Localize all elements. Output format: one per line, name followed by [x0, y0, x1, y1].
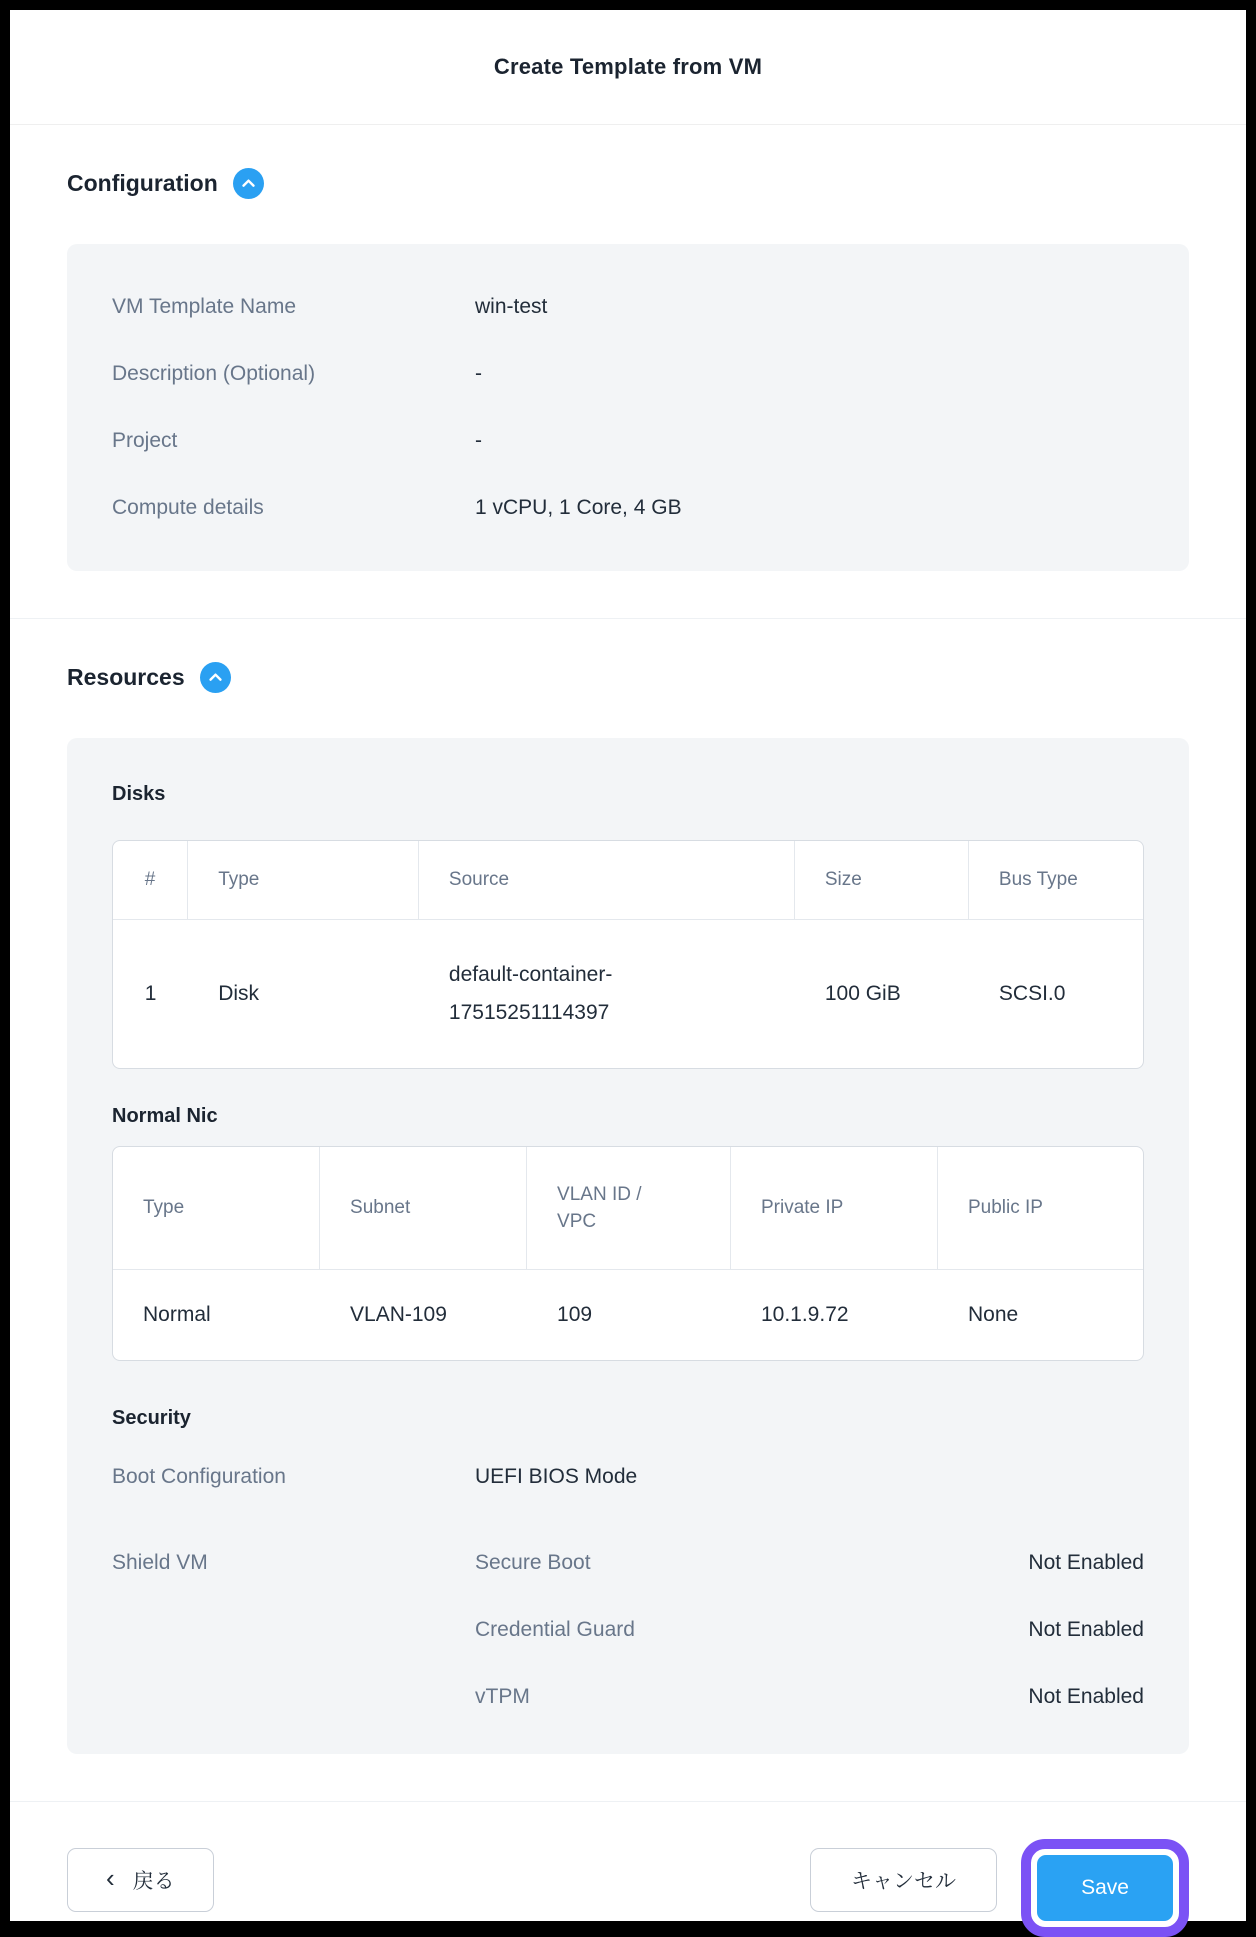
save-button[interactable]: Save — [1037, 1855, 1173, 1921]
resources-collapse-button[interactable] — [200, 662, 231, 693]
boot-configuration-label: Boot Configuration — [112, 1465, 286, 1488]
chevron-up-icon — [240, 175, 257, 192]
normal-nic-table — [112, 1146, 1144, 1361]
boot-configuration-value: UEFI BIOS Mode — [475, 1465, 638, 1488]
resources-heading: Resources — [67, 664, 185, 690]
vtpm-label: vTPM — [475, 1685, 530, 1708]
credential-guard-label: Credential Guard — [475, 1618, 635, 1641]
disks-table — [112, 840, 1144, 1069]
field-value: - — [475, 429, 482, 452]
disks-heading: Disks — [112, 783, 166, 805]
project-row — [112, 426, 1144, 456]
nic-table-header-row — [113, 1147, 1143, 1270]
disk-type-cell: Disk — [218, 982, 260, 1005]
disk-size-cell: 100 GiB — [824, 982, 901, 1005]
disks-table-row — [113, 920, 1143, 1068]
credential-guard-line — [475, 1615, 1144, 1645]
disk-source-cell — [419, 920, 795, 1068]
nic-table-row — [113, 1270, 1143, 1360]
create-template-dialog — [10, 10, 1246, 1921]
disk-index-cell: 1 — [144, 982, 157, 1005]
compute-details-row — [112, 493, 1144, 523]
column-header-public-ip: Public IP — [938, 1147, 1143, 1270]
disk-source-text: default-container-17515251114397 — [448, 963, 613, 1024]
field-label: VM Template Name — [112, 295, 297, 318]
field-value: win-test — [475, 295, 548, 318]
vm-template-name-row — [112, 292, 1144, 322]
column-header-source: Source — [419, 841, 795, 920]
footer-right-group — [810, 1839, 1189, 1921]
configuration-heading-row — [67, 168, 1189, 199]
back-button-label: 戻る — [132, 1870, 175, 1893]
shield-vm-items — [475, 1548, 1144, 1712]
cancel-button[interactable]: キャンセル — [810, 1848, 997, 1912]
nic-private-ip-cell: 10.1.9.72 — [760, 1303, 849, 1326]
field-label: Description (Optional) — [112, 362, 316, 385]
vtpm-line — [475, 1682, 1144, 1712]
security-heading: Security — [112, 1407, 191, 1429]
field-label: Project — [112, 429, 178, 452]
secure-boot-line — [475, 1548, 1144, 1578]
field-label: Compute details — [112, 496, 264, 519]
column-header-private-ip: Private IP — [731, 1147, 938, 1270]
nic-vlan-id-cell: 109 — [557, 1303, 593, 1326]
column-header-vlan-id-vpc: VLAN ID / VPC — [527, 1147, 731, 1270]
resources-panel — [67, 738, 1189, 1754]
configuration-panel — [67, 244, 1189, 571]
disks-table-header-row — [113, 841, 1143, 920]
chevron-left-icon: ‹ — [106, 1863, 115, 1893]
secure-boot-label: Secure Boot — [475, 1551, 591, 1574]
boot-configuration-row — [112, 1462, 1144, 1492]
nic-public-ip-cell: None — [967, 1303, 1019, 1326]
credential-guard-status: Not Enabled — [1028, 1618, 1144, 1641]
column-header-size: Size — [795, 841, 969, 920]
normal-nic-heading: Normal Nic — [112, 1105, 218, 1127]
description-row — [112, 359, 1144, 389]
resources-heading-row — [67, 662, 1189, 693]
field-value: 1 vCPU, 1 Core, 4 GB — [475, 496, 682, 519]
column-header-subnet: Subnet — [320, 1147, 527, 1270]
configuration-collapse-button[interactable] — [233, 168, 264, 199]
column-header-type: Type — [113, 1147, 320, 1270]
dialog-title: Create Template from VM — [493, 54, 763, 79]
field-value: - — [475, 362, 482, 385]
column-header-index: # — [113, 841, 188, 920]
disk-bus-type-cell: SCSI.0 — [998, 982, 1066, 1005]
dialog-footer — [10, 1809, 1246, 1921]
chevron-up-icon — [207, 669, 224, 686]
shield-vm-row — [112, 1548, 1144, 1712]
nic-type-cell: Normal — [143, 1303, 211, 1326]
dialog-header — [10, 10, 1246, 125]
column-header-bus-type: Bus Type — [969, 841, 1143, 920]
back-button[interactable] — [67, 1848, 214, 1912]
save-button-highlight-ring — [1021, 1839, 1189, 1937]
column-header-type: Type — [188, 841, 419, 920]
resources-section — [10, 619, 1246, 1802]
configuration-heading: Configuration — [67, 170, 218, 196]
shield-vm-label: Shield VM — [112, 1551, 208, 1574]
nic-subnet-cell: VLAN-109 — [350, 1303, 447, 1326]
configuration-section — [10, 125, 1246, 619]
secure-boot-status: Not Enabled — [1028, 1551, 1144, 1574]
vtpm-status: Not Enabled — [1028, 1685, 1144, 1708]
